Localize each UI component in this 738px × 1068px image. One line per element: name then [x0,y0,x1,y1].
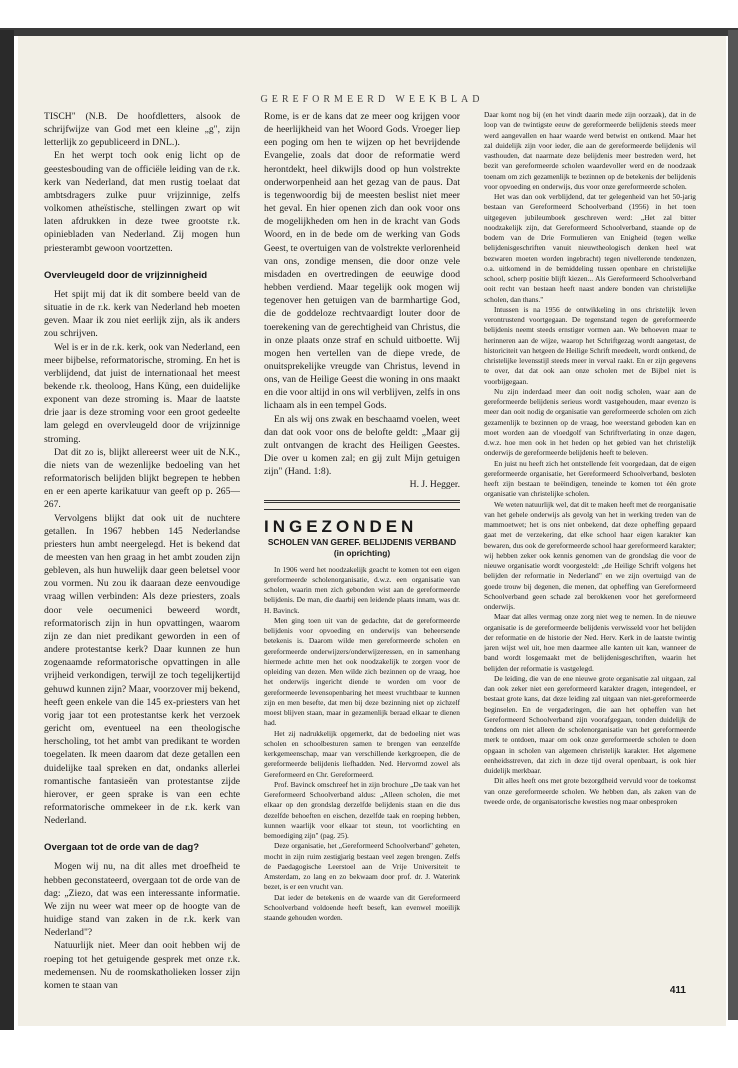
paragraph: Het zij nadrukkelijk opgemerkt, dat de bedoeling niet was scholen en schoolbesturen samen te brengen van eenzelfde kerkgemeenschap, maar van verschillende kerkgroepen, die de gereformeerde belijdenis liefhadden. Ned. Hervormd zowel als Gereformeerd en Chr. Gereformeerd. [264,728,460,779]
paragraph: Mogen wij nu, na dit alles met droefheid te hebben geconstateerd, overgaan tot de orde van de dag: „Ziezo, dat was een interessante informatie. We zijn nu weer wat meer op de hoogte van de huidige stand van zaken in de r.k. kerk van Nederland"? [44,861,240,939]
paragraph: En als wij ons zwak en beschaamd voelen, weet dan dat ook voor ons de belofte geldt: „Maar gij zult ontvangen de kracht des Heiligen Geestes. Die over u komen zal; en gij zult Mijn getuigen zijn" (Hand. 1:8). [264,413,460,478]
paragraph: Rome, is er de kans dat ze meer oog krijgen voor de heerlijkheid van het Woord Gods. Vroeger liep een poging om hen te wijzen op het bevrijdende Evangelie, zoals dat door de reformatie werd herontdekt, heel dikwijls dood op hun volstrekte onderworpenheid aan het gezag van de paus. Dat is tegenwoordig bij de meesten beslist niet meer het geval. En hier openen zich dan ook voor ons de mogelijkheden om hen in de kracht van Gods Woord, en in de bede om de werking van Gods Geest, te overtuigen van de volstrekte verlorenheid van ons, zondige mensen, die door onze vele misdaden en overtredingen de eeuwige dood hebben verdiend. Maar tegelijk ook mogen wij tegenover hen getuigen van de barmhartige God, die de goddeloze rechtvaardigt louter door de toerekening van de gerechtigheid van Christus, die in onze plaats onze straf en schuld uitboette. Wij mogen hen vertellen van de diepe vrede, de onuitsprekelijke vreugde van Christus, levend in ons, van de Heilige Geest die woning in ons maakt en die voor altijd in ons wil verblijven, zelfs in ons lichaam als in een tempel Gods. [264,111,460,412]
paragraph: Vervolgens blijkt dat ook uit de nuchtere getallen. In 1967 hebben 145 Nederlandse priesters hun ambt neergelegd. Het is bekend dat de meesten van hen graag in het ambt zouden zijn gebleven, als hun huwelijk daar geen beletsel voor zou vormen. Nu zou ik daaraan deze eenvoudige vraag willen verbinden: Als deze priesters, zoals door vele oecumenici beweerd wordt, reformatorisch zijn in hun opvattingen, waarom zijn ze dan niet predikant geworden in een of andere protestantse kerk? Daar kunnen ze hun zogenaamde reformatorische opvattingen in alle vrijheid verkondigen, terwijl ze toch tegelijkertijd gehuwd kunnen zijn? Maar, voorzover mij bekend, heeft geen enkele van die 145 ex-priesters van het vorig jaar tot een protestantse kerk het verzoek gericht om, eventueel na een theologische herscholing, tot het ambt van predikant te worden toegelaten. Ik meen daarom dat deze getallen een duidelijke taal spreken en dat, ondanks allerlei romantische fantasieën van protestantse zijde hierover, er geen sprake is van een echte reformatorische ommekeer in de r.k. kerk van Nederland. [44,512,240,827]
subheading: Overvleugeld door de vrijzinnigheid [44,269,208,281]
paragraph: Het was dan ook verblijdend, dat ter gelegenheid van het 50-jarig bestaan van Gereformeerd Schoolverband (1956) in het toen uitgegeven jubileumboek geschreven werd: „Het zal bitter noodzakelijk zijn, dat Gereformeerd Schoolverband, staande op de bodem van de Drie Formulieren van Enigheid (tegen welke belijdenisgeschriften vanuit nieuwtheologisch denken heel wat bezwaren moeten worden ingebracht) tegen nivellerende tendenzen, o.a. uitkomend in de bemiddeling tussen openbare en christelijke school, scherp positie blijft kiezen... Als Gereformeerd Schoolverband ooit recht van bestaan heeft naast andere bonden van christelijke scholen, dan thans." [484,192,696,304]
running-head: GEREFORMEERD WEEKBLAD [260,94,484,105]
paragraph: Deze organisatie, het „Gereformeerd Schoolverband" geheten, mocht in zijn ruim zestigjarig bestaan veel zegen brengen. Zelfs de Paedagogische Leerstoel aan de Vrije Universiteit te Amsterdam, zo lang en zo bekwaam door prof. dr. J. Waterink bezet, is er een vrucht van. [264,841,460,892]
column-2 [264,110,460,1035]
article-title: SCHOLEN VAN GEREF. BELIJDENIS VERBAND (in oprichting) [267,536,457,558]
paragraph: Men ging toen uit van de gedachte, dat de gereformeerde belijdenis voor opvoeding en onderwijs van beheersende betekenis is. Daarom wilde men gereformeerde scholen en gereformeerde onderwijzers/onderwijzeressen, en in samenhang hiermede achtte men het ook noodzakelijk te zorgen voor de opleiding van dezen. Men wilde zich bezinnen op de vraag, hoe het onderwijs ingericht diende te worden om voor de gereformeerde levensopenbaring het meest vruchtbaar te kunnen zijn en men besefte, dat men bij deze bezinning niet op zichzelf moest blijven staan, maar in gezamenlijk beraad elkaar te dienen had. [264,615,460,728]
paragraph: En het werpt toch ook enig licht op de geestesbouding van de officiële leiding van de r.k. kerk van Nederland, dat men rustig toelaat dat ambtsdragers zulke puur vrijzinnige, zelfs volkomen atheïstische, stellingen zwart op wit laten afdrukken in deze twee grootste r.k. opiniebladen van Nederland. Zij mogen hun priesterambt gewoon voortzetten. [44,150,240,254]
paragraph: Intussen is na 1956 de ontwikkeling in ons christelijk leven verontrustend voortgegaan. De tegenstand tegen de gereformeerde belijdenis neemt steeds ernstiger vormen aan. We behoeven maar te herinneren aan de wijze, waarop het Schriftgezag wordt aangetast, de historiciteit van hetgeen de Heilige Schrift meedeelt, wordt ontkend, de christelijke levensstijl steeds meer in verval raakt. En er zijn gegevens te over, dat dat ook aan onze scholen met de Bijbel niet is voorbijgegaan. [484,304,696,386]
scan-edge-top [0,28,738,36]
scan-edge-left [0,30,14,1030]
paragraph: Nu zijn inderdaad meer dan ooit nodig scholen, waar aan de gereformeerde belijdenis serieus wordt vastgehouden, maar evenzo is meer dan ooit nodig de organisatie van gereformeerde scholen om zich gezamenlijk te bezinnen op de vraag, hoe weerstand geboden kan en moet worden aan de vloedgolf van Schriftverlating in onze dagen, d.w.z. hoe men ook in het heden op het gebied van het christelijk onderwijs de gereformeerde belijdenis heeft te beleven. [484,386,696,458]
page-number: 411 [669,985,686,996]
subheading: Overgaan tot de orde van de dag? [44,842,200,854]
paragraph: Prof. Bavinck omschreef het in zijn brochure „De taak van het Gereformeerd Schoolverband aldus: „Alleen scholen, die met elkaar op den grondslag derzelfde belijdenis staan en die dus dezelfde behoeften en eischen, dezelfde taak en roeping hebben, kunnen waarlijk voor elkaar tot steun, tot voorlichting en bemoediging zijn" (pag. 25). [264,779,460,841]
scan-edge-right [728,30,738,1020]
paragraph: Daar komt nog bij (en het vindt daarin mede zijn oorzaak), dat in de loop van de twintigste eeuw de gereformeerde belijdenis steeds meer werd aangevallen en haar waarde werd betwist en ontkend. Maar het zal duidelijk zijn voor ieder, die aan de gereformeerde belijdenis wil vasthouden, dat naarmate deze belijdenis meer bestreden werd, het bezit van gereformeerde scholen waardevoller werd en de noodzaak toenam om zich gezamenlijk te bezinnen op de betekenis der belijdenis voor opvoeding en onderwijs, dus voor onze gereformeerde scholen. [484,110,696,191]
paragraph: TISCH" (N.B. De hoofdletters, alsook de schrijfwijze van God met een kleine „g", zijn letterlijk zo gepubliceerd in DNL.). [44,111,240,149]
paragraph: Het spijt mij dat ik dit sombere beeld van de situatie in de r.k. kerk van Nederland heb moeten geven. Maar ik zou niet eerlijk zijn, als ik anders zou schrijven. [44,288,240,340]
paragraph: We weten natuurlijk wel, dat dit te maken heeft met de reorganisatie van het gehele onderwijs als gevolg van het in werking treden van de mammoetwet; het is ons niet onbekend, dat deze opheffing gepaard gaat met de verzekering, dat elke school haar eigen karakter kan bewaren, dus ook de gereformeerde school haar gereformeerd karakter; wij hebben zeker ook kennis genomen van de grondslag die voor de nieuwe organisatie wordt voorgesteld: „de Heilige Schrift volgens het belijden der reformatie in Nederland" en we zijn overtuigd van de goede trouw bij degenen, die menen, dat opheffing van Gereformeerd Schoolverband geen schade zal berokkenen voor het gereformeerd onderwijs. [484,499,696,611]
column-3 [484,110,696,1032]
section-heading: INGEZONDEN [264,516,418,536]
paragraph: Dat ieder de betekenis en de waarde van dit Gereformeerd Schoolverband voldoende heeft beseft, kan evenwel moeilijk staande gehouden worden. [264,892,460,923]
paragraph: En juist nu heeft zich het ontstellende feit voorgedaan, dat de eigen gereformeerde organisatie, het Gereformeerd Schoolverband, besloten heeft zijn bestaan te beëindigen, teneinde te komen tot één grote organisatie van christelijke scholen. [484,458,696,499]
magazine-page [18,36,726,1026]
paragraph: Natuurlijk niet. Meer dan ooit hebben wij de roeping tot het getuigende gesprek met onze r.k. medemensen. Nu de roomskatholieken losser zijn komen te staan van [44,940,240,991]
paragraph: In 1906 werd het noodzakelijk geacht te komen tot een eigen gereformeerde scholenorganisatie, d.w.z. een organisatie van scholen, waarin men zich gebonden wist aan de gereformeerde belijdenis. De man, die daarbij een leidende plaats innam, was dr. H. Bavinck. [264,564,460,615]
paragraph: Dit alles heeft ons met grote bezorgdheid vervuld voor de toekomst van onze gereformeerde scholen. We hebben dan, als zaken van de tweede orde, de organisatorische kwesties nog maar onbesproken [484,776,696,806]
paragraph: De leiding, die van de ene nieuwe grote organisatie zal uitgaan, zal dan ook zeker niet een gereformeerd karakter dragen, integendeel, er bestaat grote kans, dat deze leiding zal uitgaan van niet-gereformeerde beginselen. En de vergaderingen, die aan het opheffen van het Gereformeerd Schoolverband zijn voorafgegaan, tonden duidelijk de tendens om niet alleen de scholenorganisatie van het gereformeerde merk te ontdoen, maar om ook onze gereformeerde scholen te doen opgaan in scholen van algemeen christelijk karakter. Het algemene eenheidsstreven, dat zich in deze tijd overal openbaart, is ook hier duidelijk merkbaar. [484,673,696,775]
column-1 [44,110,240,1035]
author-signature: H. J. Hegger. [409,479,460,491]
paragraph: Maar dat alles vermag onze zorg niet weg te nemen. In de nieuwe organisatie is de gereformeerde belijdenis verwisseld voor het belijden der reformatie en de historie der Ned. Herv. Kerk in de laatste twintig jaren wijst wel uit, hoe men daarmee alle kanten uit kan, wanneer de band wordt losgemaakt met de belijdenisgeschriften, waarin het belijden der reformatie is vastgelegd. [484,612,696,673]
ornamental-divider [264,500,460,510]
paragraph: Wel is er in de r.k. kerk, ook van Nederland, een meer bijbelse, reformatorische, stroming. En het is verblijdend, dat juist de internationaal het meest bekende r.k. theoloog, Hans Küng, een duidelijke exponent van deze stroming is. Maar de laatste drie jaar is deze stroming voor een groot gedeelte lam gelegd en overvleugeld door de vrijzinnige stroming. [44,341,240,445]
paragraph: Dat dit zo is, blijkt allereerst weer uit de N.K., die niets van de wezenlijke bedoeling van het reformatorisch belijden blijkt begrepen te hebben en er een aperte karikatuur van geeft op p. 265—267. [44,446,240,511]
